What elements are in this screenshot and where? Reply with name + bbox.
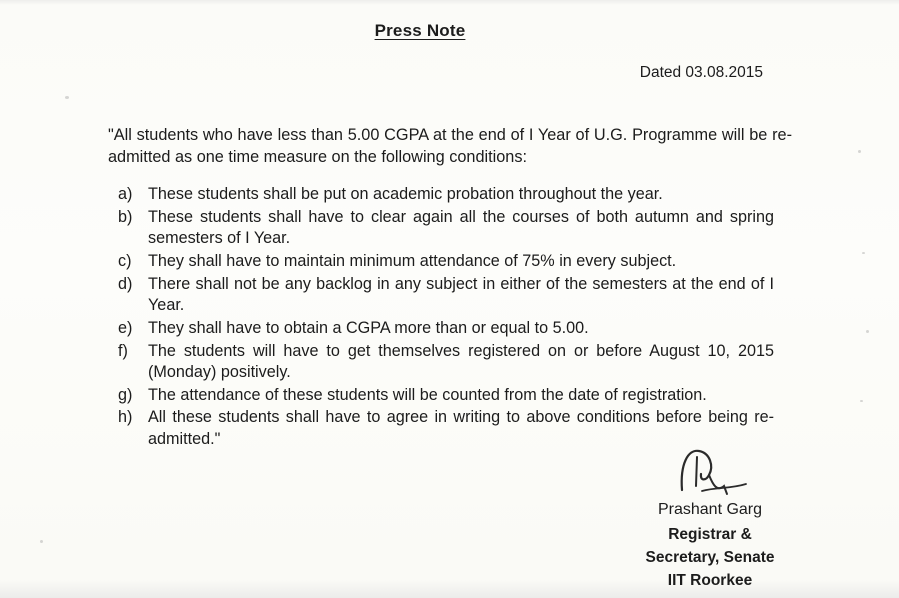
- condition-letter: b): [118, 207, 133, 226]
- condition-letter: h): [118, 408, 133, 427]
- signature-block: [615, 444, 805, 592]
- condition-text: They shall have to maintain minimum attendance of 75% in every subject.: [148, 251, 677, 270]
- condition-letter: c): [118, 251, 132, 270]
- condition-text: These students shall be put on academic probation throughout the year.: [148, 185, 663, 203]
- signatory-designation: Registrar &: [668, 526, 752, 543]
- condition-item: [118, 341, 774, 384]
- condition-letter: g): [118, 385, 133, 404]
- condition-item: [118, 184, 774, 205]
- condition-letter: a): [118, 185, 133, 203]
- document-title-text: Press Note: [374, 21, 466, 40]
- condition-item: [118, 385, 774, 406]
- condition-text: All these students shall have to agree in writing to above conditions before being re-admitted.": [148, 408, 774, 448]
- condition-text: The attendance of these students will be counted from the date of registration.: [148, 385, 707, 404]
- condition-item: [118, 207, 774, 250]
- signatory-name: Prashant Garg: [657, 501, 763, 518]
- condition-text: There shall not be any backlog in any subject in either of the semesters at the end of I Year.: [148, 274, 774, 314]
- condition-item: [118, 251, 774, 272]
- scan-speck: [858, 150, 861, 153]
- scan-speck: [65, 96, 69, 99]
- scan-speck: [860, 400, 863, 402]
- condition-text: They shall have to obtain a CGPA more than or equal to 5.00.: [148, 318, 589, 337]
- condition-text: These students shall have to clear again all the courses of both autumn and spring semesters of I Year.: [148, 207, 774, 248]
- scan-speck: [862, 252, 865, 254]
- scan-speck: [866, 330, 869, 333]
- intro-paragraph: "All students who have less than 5.00 CGPA at the end of I Year of U.G. Programme will be re-admitted as one time measure on the following conditions:: [108, 126, 792, 166]
- signatory-role: Secretary, Senate: [645, 549, 775, 566]
- scan-speck: [40, 540, 43, 543]
- condition-item: [118, 318, 774, 339]
- document-title: [0, 21, 840, 41]
- condition-letter: f): [118, 341, 128, 360]
- signatory-institute: IIT Roorkee: [667, 572, 753, 589]
- condition-text: The students will have to get themselves registered on or before August 10, 2015 (Monday) positively.: [148, 341, 774, 381]
- conditions-list: [118, 184, 774, 452]
- condition-item: [118, 274, 774, 317]
- condition-letter: e): [118, 318, 133, 337]
- date-line: Dated 03.08.2015: [639, 64, 763, 81]
- condition-letter: d): [118, 274, 133, 293]
- handwritten-signature: [668, 444, 752, 496]
